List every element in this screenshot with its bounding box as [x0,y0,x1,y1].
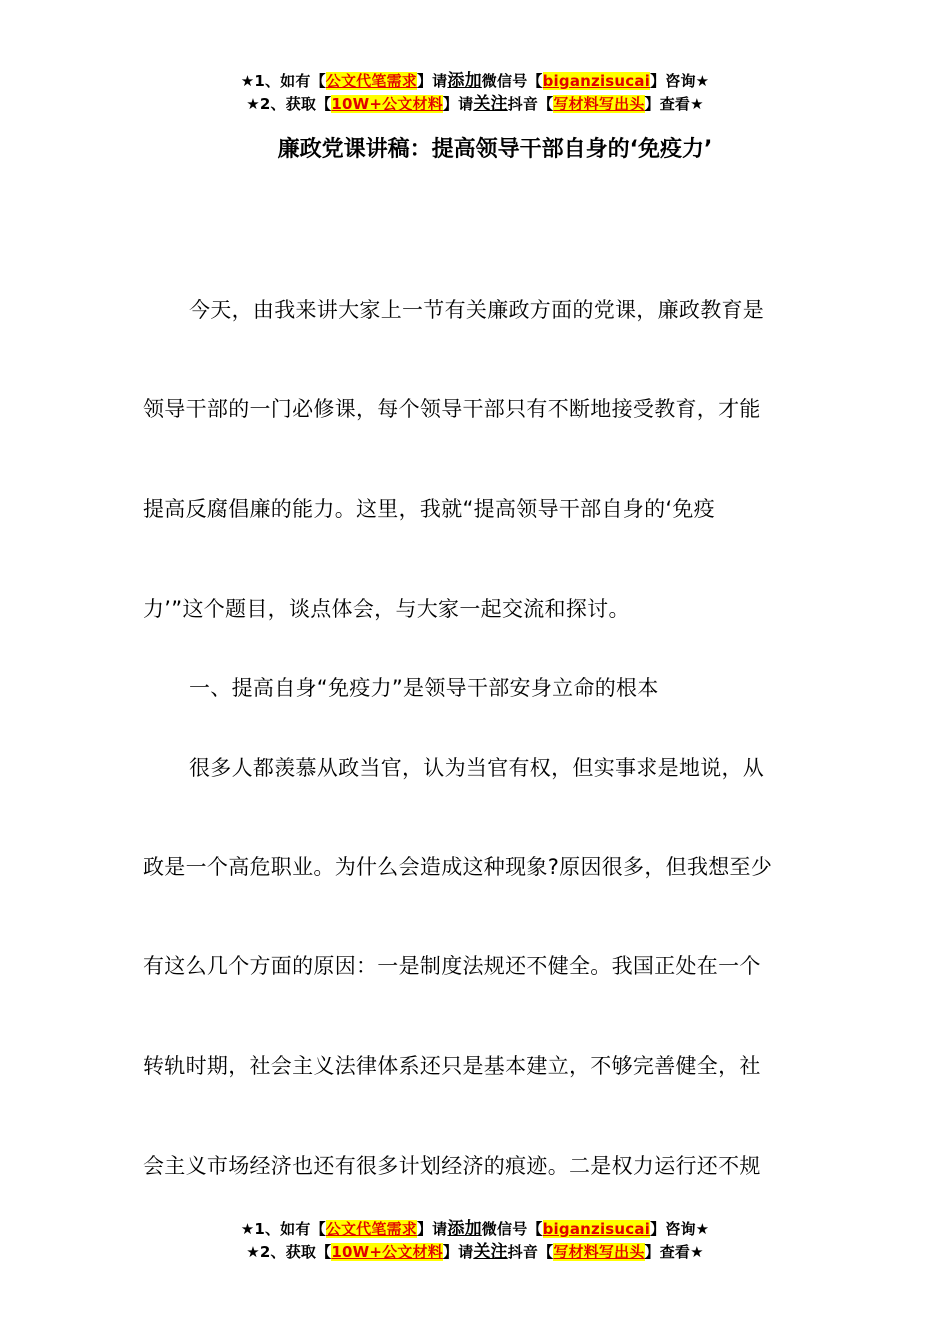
header-banner [0,70,950,116]
banner-emphasis: 关注 [473,1242,508,1262]
banner-highlight-service: 公文代笔需求 [325,1220,417,1238]
banner-text: 抖音【 [507,1243,554,1261]
banner-emphasis: 关注 [473,94,508,114]
banner-line-2 [0,93,950,116]
banner-highlight-wechat-id: biganzisucai [542,72,651,90]
banner-text: ★2、获取【 [246,1243,332,1261]
banner-text: 】查看★ [644,1243,704,1261]
banner-highlight-materials: 10W+公文材料 [331,95,443,113]
banner-text: 】咨询★ [650,72,710,90]
banner-text: 抖音【 [507,95,554,113]
banner-highlight-service: 公文代笔需求 [325,72,417,90]
footer-banner [0,1218,950,1264]
banner-line-1 [0,1218,950,1241]
banner-text: 】查看★ [644,95,704,113]
banner-text: 】请 [442,1243,474,1261]
banner-text: ★1、如有【 [240,1220,326,1238]
body-line: 转轨时期，社会主义法律体系还只是基本建立，不够完善健全，社 [143,1054,761,1078]
body-line: 力’”这个题目，谈点体会，与大家一起交流和探讨。 [143,597,630,621]
body-line: 提高反腐倡廉的能力。这里，我就“提高领导干部自身的‘免疫 [143,497,715,521]
banner-text: 】请 [416,1220,448,1238]
banner-highlight-wechat-id: biganzisucai [542,1220,651,1238]
banner-text: ★1、如有【 [240,72,326,90]
banner-line-1 [0,70,950,93]
body-line: 很多人都羡慕从政当官，认为当官有权，但实事求是地说，从 [189,756,765,780]
body-line: 有这么几个方面的原因：一是制度法规还不健全。我国正处在一个 [143,954,761,978]
banner-text: 】请 [442,95,474,113]
section-heading: 一、提高自身“免疫力”是领导干部安身立命的根本 [189,676,659,700]
banner-highlight-materials: 10W+公文材料 [331,1243,443,1261]
banner-text: 微信号【 [481,1220,543,1238]
banner-text: 】咨询★ [650,1220,710,1238]
banner-emphasis: 添加 [447,1219,482,1239]
body-line: 政是一个高危职业。为什么会造成这种现象?原因很多，但我想至少 [143,855,773,879]
banner-text: 微信号【 [481,72,543,90]
banner-highlight-douyin: 写材料写出头 [553,95,645,113]
banner-highlight-douyin: 写材料写出头 [553,1243,645,1261]
banner-text: ★2、获取【 [246,95,332,113]
banner-line-2 [0,1241,950,1264]
body-line: 会主义市场经济也还有很多计划经济的痕迹。二是权力运行还不规 [143,1154,761,1178]
document-title: 廉政党课讲稿：提高领导干部自身的‘免疫力’ [277,137,713,162]
body-line: 今天，由我来讲大家上一节有关廉政方面的党课，廉政教育是 [189,298,765,322]
banner-text: 】请 [416,72,448,90]
body-line: 领导干部的一门必修课，每个领导干部只有不断地接受教育，才能 [143,397,761,421]
banner-emphasis: 添加 [447,71,482,91]
